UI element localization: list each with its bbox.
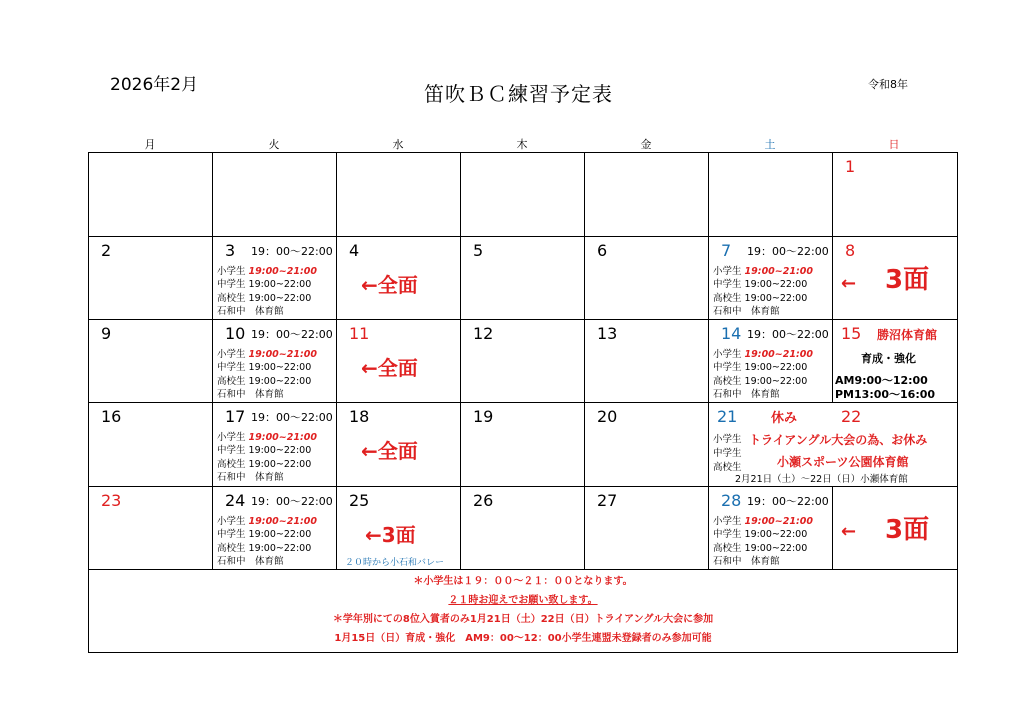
calendar-cell	[213, 153, 337, 237]
practice-time: 19：00～22:00	[251, 328, 333, 341]
volleyball-note: ２０時から小石和バレー	[345, 558, 445, 568]
practice-time: 19：00～22:00	[251, 411, 333, 424]
calendar-grid	[88, 152, 958, 653]
weekday-wed: 水	[392, 138, 404, 151]
elementary-label: 小学生	[713, 349, 742, 360]
tournament-note: トライアングル大会の為、お休み	[749, 433, 928, 447]
practice-details	[713, 265, 813, 319]
calendar-cell	[337, 403, 461, 487]
calendar-cell	[585, 153, 709, 237]
day-number: 20	[597, 407, 618, 426]
day-number: 7	[721, 241, 732, 260]
elementary-label: 小学生	[217, 516, 246, 527]
calendar-cell	[585, 320, 709, 403]
junior-time: 中学生 19:00~22:00	[713, 362, 808, 374]
calendar-cell	[89, 403, 213, 487]
day-number: 14	[721, 324, 742, 343]
elementary-time: 19:00~21:00	[248, 432, 317, 443]
day-number: 23	[101, 491, 122, 510]
elementary-time: 19:00~21:00	[744, 266, 813, 277]
junior-time: 中学生 19:00~22:00	[217, 362, 312, 374]
day-number: 25	[349, 491, 370, 510]
elementary-time: 19:00~21:00	[248, 349, 317, 360]
calendar-cell	[461, 320, 585, 403]
high-time: 高校生 19:00~22:00	[713, 375, 808, 387]
rest-label: 休み	[771, 411, 798, 426]
calendar-cell	[89, 320, 213, 403]
full-court-note: ←全面	[361, 356, 418, 380]
high-time: 高校生 19:00~22:00	[217, 292, 312, 304]
day-number: 11	[349, 324, 370, 343]
elementary-label: 小学生	[217, 349, 246, 360]
day-number: 18	[349, 407, 370, 426]
practice-place: 石和中 体育館	[713, 556, 780, 568]
day-number: 2	[101, 241, 112, 260]
junior-time: 中学生 19:00~22:00	[713, 529, 808, 541]
calendar-cell	[89, 487, 213, 570]
day-number: 26	[473, 491, 494, 510]
day-number: 19	[473, 407, 494, 426]
practice-details	[217, 348, 317, 402]
day-number: 22	[841, 407, 862, 426]
tournament-dates: 2月21日（土）～22日（日）小瀬体育館	[735, 474, 908, 485]
calendar-cell	[709, 153, 833, 237]
tournament-venue: 小瀬スポーツ公園体育館	[777, 455, 909, 469]
arrow-icon: ←	[841, 521, 857, 542]
calendar-cell	[833, 487, 957, 570]
pm-time: PM13:00～16:00	[835, 388, 936, 401]
arrow-icon: ←	[841, 273, 857, 294]
day-number: 12	[473, 324, 494, 343]
practice-details	[217, 515, 317, 569]
weekday-tue: 火	[268, 138, 280, 151]
elementary-label: 小学生	[713, 266, 742, 277]
day-number: 8	[845, 241, 856, 260]
tournament-cell	[709, 403, 957, 487]
three-court-note: 3面	[885, 515, 930, 545]
note-line: ２１時お迎えでお願い致します。	[448, 595, 598, 606]
era-label: 令和8年	[868, 78, 908, 91]
note-line: ＊学年別にての8位入賞者のみ1月21日（土）22日（日）トライアングル大会に参加	[332, 614, 714, 625]
practice-time: 19：00～22:00	[747, 328, 829, 341]
notes-section	[89, 570, 957, 648]
day-number: 5	[473, 241, 484, 260]
practice-time: 19：00～22:00	[251, 495, 333, 508]
day-number: 17	[225, 407, 246, 426]
note-line: ＊小学生は１９：００～２１：００となります。	[413, 576, 633, 587]
calendar-cell	[89, 153, 213, 237]
high-label: 高校生	[713, 462, 742, 473]
calendar-cell	[337, 153, 461, 237]
weekday-thu: 木	[516, 138, 528, 151]
practice-place: 石和中 体育館	[217, 556, 284, 568]
weekday-fri: 金	[640, 138, 652, 151]
junior-time: 中学生 19:00~22:00	[217, 445, 312, 457]
practice-place: 石和中 体育館	[217, 472, 284, 484]
practice-details	[217, 265, 317, 319]
practice-place: 石和中 体育館	[713, 306, 780, 318]
day-number: 24	[225, 491, 246, 510]
day-number: 28	[721, 491, 742, 510]
elementary-time: 19:00~21:00	[248, 516, 317, 527]
day-number: 3	[225, 241, 236, 260]
day-number: 13	[597, 324, 618, 343]
day-number: 10	[225, 324, 246, 343]
day-number: 6	[597, 241, 608, 260]
practice-time: 19：00～22:00	[747, 495, 829, 508]
weekday-sat: 土	[764, 138, 776, 151]
full-court-note: ←全面	[361, 439, 418, 463]
calendar-cell	[461, 487, 585, 570]
elementary-label: 小学生	[713, 516, 742, 527]
calendar-cell	[213, 237, 337, 320]
junior-time: 中学生 19:00~22:00	[713, 279, 808, 291]
junior-time: 中学生 19:00~22:00	[217, 529, 312, 541]
page-title: 笛吹ＢＣ練習予定表	[424, 82, 613, 106]
calendar-cell	[833, 153, 957, 237]
full-court-note: ←全面	[361, 273, 418, 297]
calendar-cell	[89, 237, 213, 320]
three-court-note: ←3面	[365, 523, 416, 547]
calendar-cell	[709, 320, 833, 403]
high-time: 高校生 19:00~22:00	[217, 375, 312, 387]
calendar-cell	[213, 487, 337, 570]
weekday-sun: 日	[888, 138, 900, 151]
elementary-time: 19:00~21:00	[744, 516, 813, 527]
high-time: 高校生 19:00~22:00	[713, 292, 808, 304]
practice-place: 石和中 体育館	[217, 389, 284, 401]
elementary-time: 19:00~21:00	[744, 349, 813, 360]
calendar-cell	[585, 403, 709, 487]
practice-place: 石和中 体育館	[713, 389, 780, 401]
calendar-cell	[213, 320, 337, 403]
calendar-cell	[833, 320, 957, 403]
calendar-cell	[833, 237, 957, 320]
venue-label: 勝沼体育館	[877, 328, 938, 342]
day-number: 9	[101, 324, 112, 343]
elementary-label: 小学生	[713, 434, 742, 445]
elementary-label: 小学生	[217, 432, 246, 443]
calendar-cell	[461, 153, 585, 237]
calendar-cell	[709, 487, 833, 570]
day-number: 27	[597, 491, 618, 510]
high-time: 高校生 19:00~22:00	[217, 542, 312, 554]
practice-time: 19：00～22:00	[251, 245, 333, 258]
day-number: 15	[841, 324, 862, 343]
calendar-cell	[213, 403, 337, 487]
calendar-cell	[461, 237, 585, 320]
am-time: AM9:00～12:00	[835, 374, 928, 387]
practice-details	[217, 431, 317, 485]
day-number: 1	[845, 157, 856, 176]
calendar-cell	[709, 237, 833, 320]
day-number: 4	[349, 241, 360, 260]
calendar-cell	[461, 403, 585, 487]
year-month: 2026年2月	[110, 75, 199, 95]
day-number: 16	[101, 407, 122, 426]
event-label: 育成・強化	[861, 352, 916, 365]
day-number: 21	[717, 407, 738, 426]
high-time: 高校生 19:00~22:00	[217, 458, 312, 470]
calendar-cell	[337, 237, 461, 320]
three-court-note: 3面	[885, 265, 930, 295]
elementary-time: 19:00~21:00	[248, 266, 317, 277]
practice-time: 19：00～22:00	[747, 245, 829, 258]
calendar-cell	[585, 487, 709, 570]
high-time: 高校生 19:00~22:00	[713, 542, 808, 554]
practice-details	[713, 348, 813, 402]
junior-label: 中学生	[713, 448, 742, 459]
practice-place: 石和中 体育館	[217, 306, 284, 318]
weekday-mon: 月	[144, 138, 156, 151]
practice-details	[713, 515, 813, 569]
junior-time: 中学生 19:00~22:00	[217, 279, 312, 291]
note-line: 1月15日（日）育成・強化 AM9：00～12：00小学生連盟未登録者のみ参加可能	[334, 633, 712, 644]
calendar-cell	[337, 320, 461, 403]
calendar-cell	[585, 237, 709, 320]
calendar-cell	[337, 487, 461, 570]
elementary-label: 小学生	[217, 266, 246, 277]
